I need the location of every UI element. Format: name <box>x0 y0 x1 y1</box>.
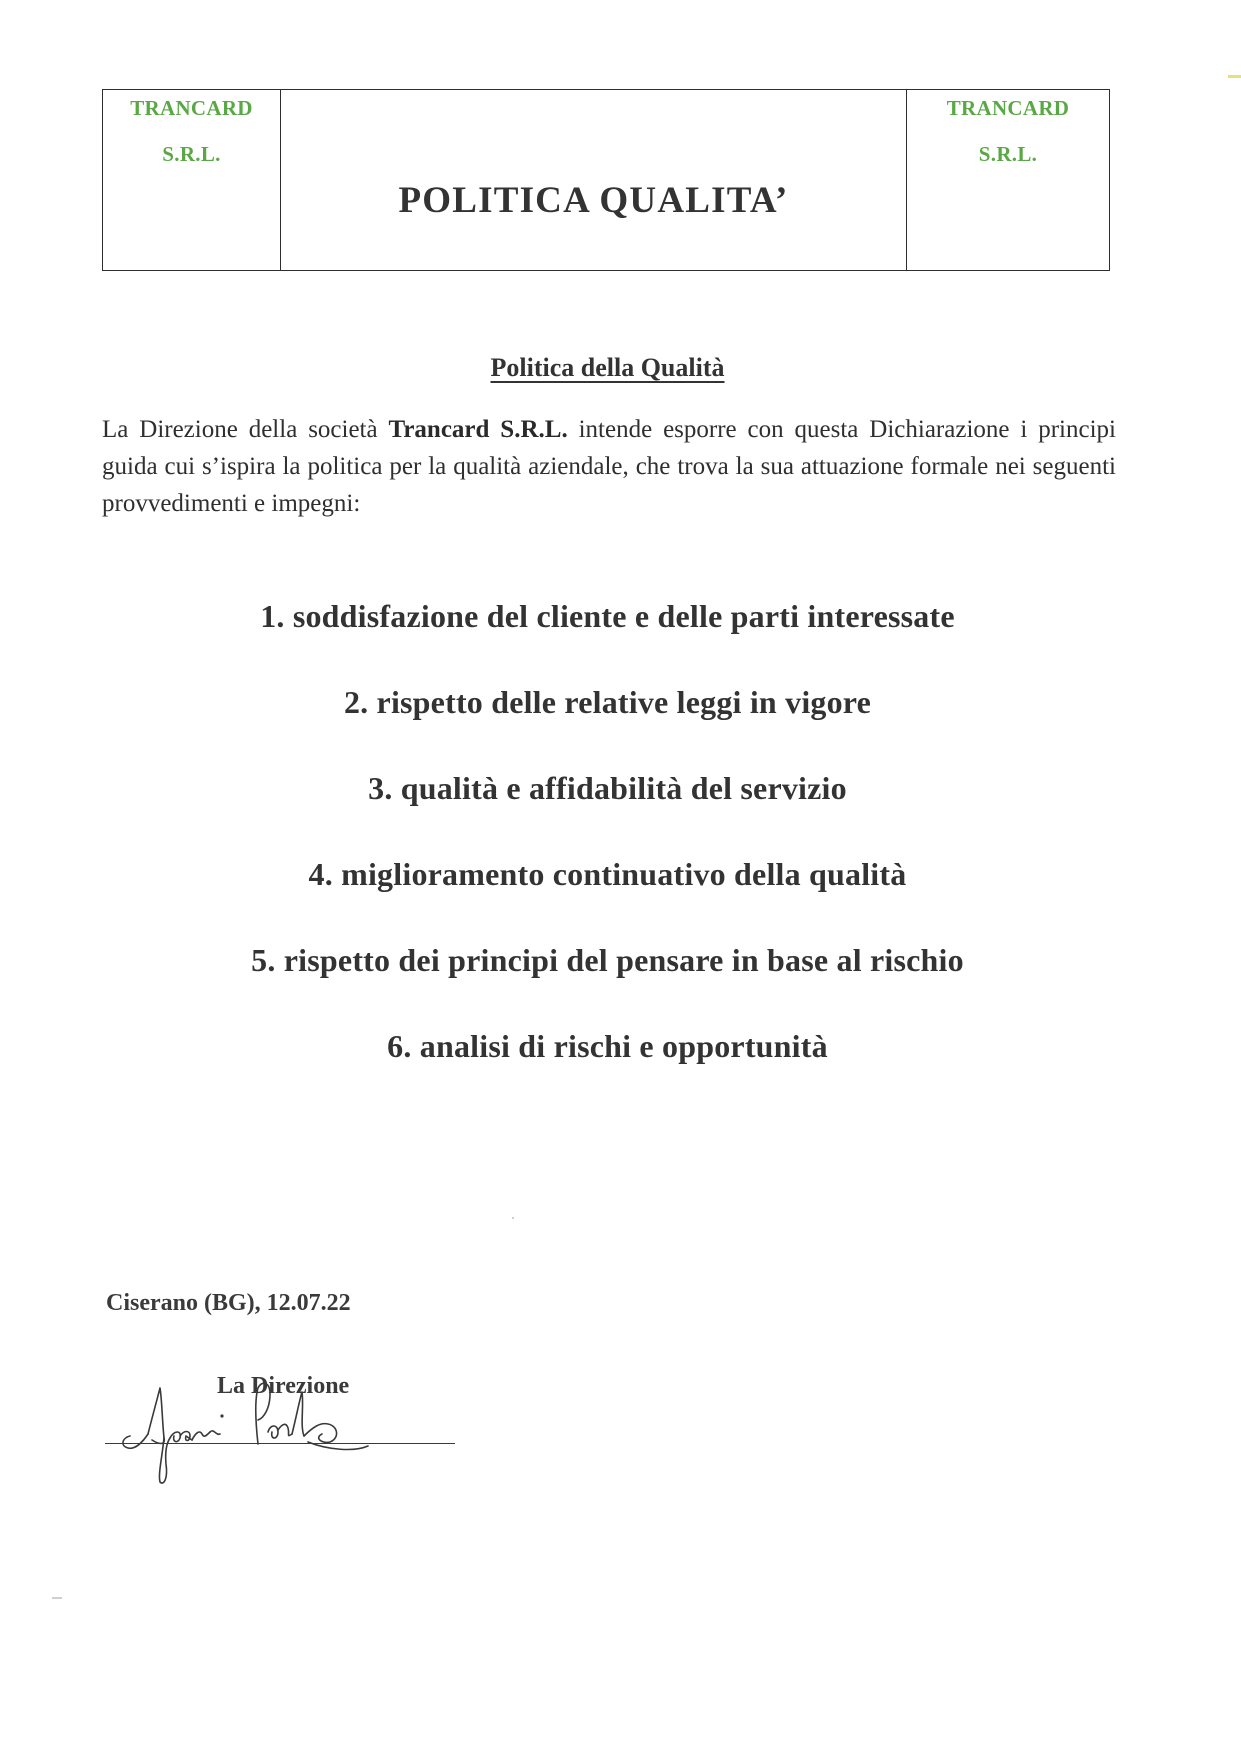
commitment-item: 3. qualità e affidabilità del servizio <box>368 770 847 806</box>
scan-speck <box>52 1597 62 1599</box>
handwritten-signature-icon <box>118 1378 388 1493</box>
header-center-cell <box>281 90 906 270</box>
scan-artifact-mark <box>1228 75 1241 78</box>
commitment-item: 2. rispetto delle relative leggi in vigore <box>343 684 872 720</box>
header-right-cell <box>906 90 1109 270</box>
document-title: POLITICA QUALITA’ <box>398 180 789 221</box>
commitment-item: 5. rispetto dei principi del pensare in base al rischio <box>251 942 964 978</box>
intro-paragraph <box>102 411 1116 522</box>
commitment-item: 4. miglioramento continuativo della qualità <box>308 856 907 892</box>
commitments-list <box>0 596 1215 1112</box>
brand-suffix-right: S.R.L. <box>978 142 1038 166</box>
place-and-date: Ciserano (BG), 12.07.22 <box>106 1290 351 1316</box>
intro-text-end: intende esporre con questa Dichiarazione i principi guida cui s’ispira la politica per la qualità aziendale, che trova la sua attuazione formale nei seguenti provvedimenti e impegni: <box>102 416 1116 517</box>
section-heading <box>0 353 1215 383</box>
commitment-item: 6. analisi di rischi e opportunità <box>387 1028 828 1064</box>
section-heading-text: Politica della Qualità <box>490 353 725 382</box>
brand-suffix-left: S.R.L. <box>162 142 221 166</box>
company-name: Trancard S.R.L. <box>388 416 568 443</box>
document-header-table <box>102 89 1110 271</box>
intro-text-start: La Direzione della società <box>102 416 389 443</box>
commitment-item: 1. soddisfazione del cliente e delle parti interessate <box>260 598 955 634</box>
scan-speck <box>512 1217 514 1219</box>
signer-label: La Direzione <box>217 1373 350 1399</box>
header-left-cell <box>103 90 281 270</box>
brand-name-left: TRANCARD <box>130 96 253 120</box>
brand-name-right: TRANCARD <box>946 96 1070 120</box>
